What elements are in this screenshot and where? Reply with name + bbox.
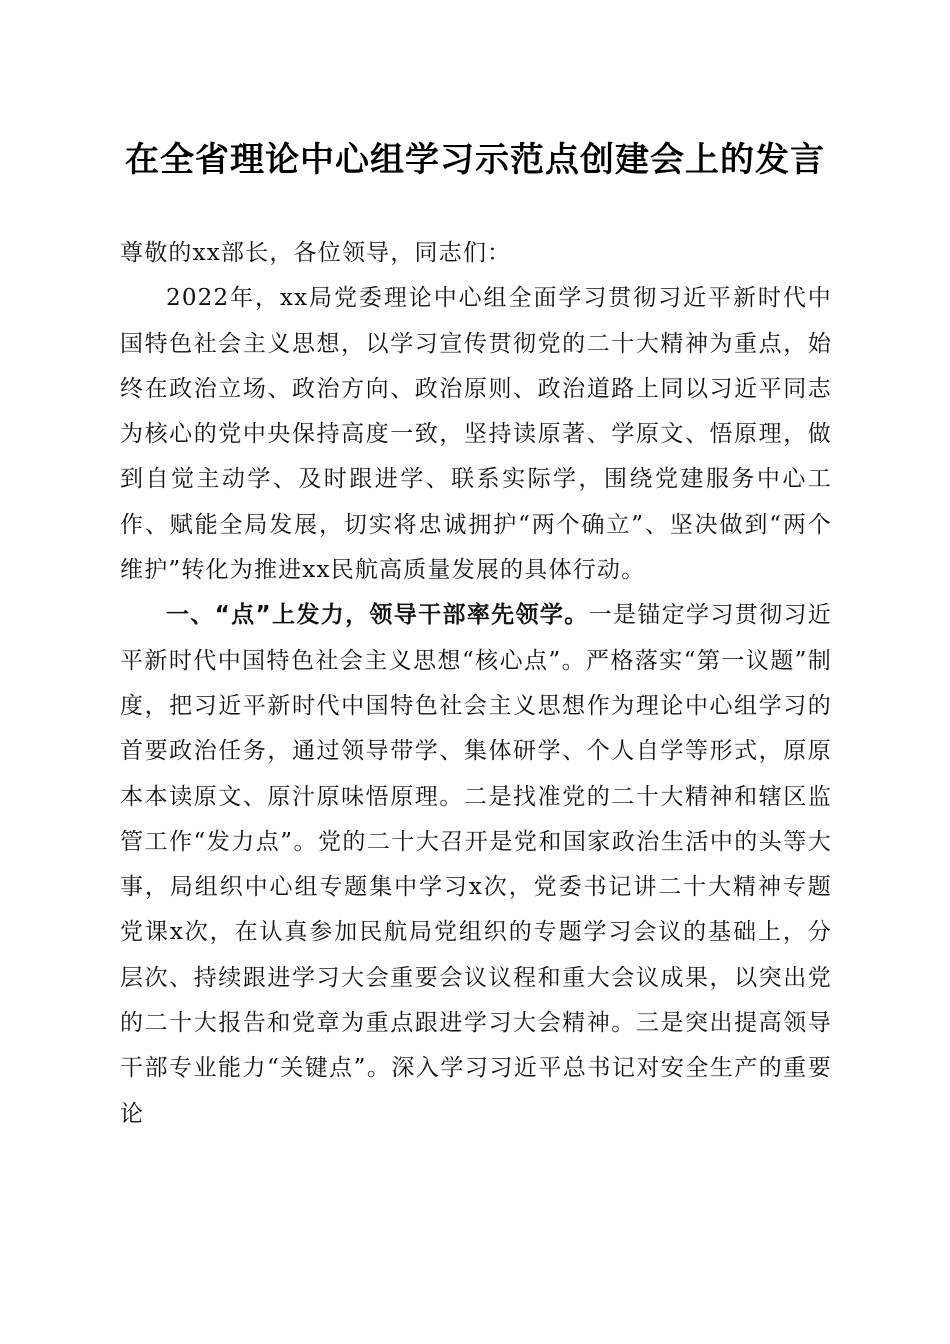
document-title: 在全省理论中心组学习示范点创建会上的发言	[125, 140, 825, 180]
section-1-body: 一是锚定学习贯彻习近平新时代中国特色社会主义思想“核心点”。严格落实“第一议题”制度，把习近平新时代中国特色社会主义思想作为理论中心组学习的首要政治任务，通过领导带学、集体研学、个人自学等形式，原原本本读原文、原汁原味悟原理。二是找准党的二十大精神和辖区监管工作“发力点”。党的二十大召开是党和国家政治生活中的头等大事，局组织中心组专题集中学习x次，党委书记讲二十大精神专题党课x次，在认真参加民航局党组织的专题学习会议的基础上，分层次、持续跟进学习大会重要会议议程和重大会议成果，以突出党的二十大报告和党章为重点跟进学习大会精神。三是突出提高领导干部专业能力“关键点”。深入学习习近平总书记对安全生产的重要论	[120, 602, 832, 1127]
paragraph-intro: 2022年，xx局党委理论中心组全面学习贯彻习近平新时代中国特色社会主义思想，以学习宣传贯彻党的二十大精神为重点，始终在政治立场、政治方向、政治原则、政治道路上同以习近平同志为核心的党中央保持高度一致，坚持读原著、学原文、悟原理，做到自觉主动学、及时跟进学、联系实际学，围绕党建服务中心工作、赋能全局发展，切实将忠诚拥护“两个确立”、坚决做到“两个维护”转化为推进xx民航高质量发展的具体行动。	[120, 285, 832, 584]
salutation: 尊敬的xx部长，各位领导，同志们：	[120, 240, 512, 266]
document-body	[120, 231, 832, 1137]
section-1-heading: 一、“点”上发力，领导干部率先领学。	[166, 602, 589, 629]
paragraph-section-1	[120, 593, 832, 1137]
